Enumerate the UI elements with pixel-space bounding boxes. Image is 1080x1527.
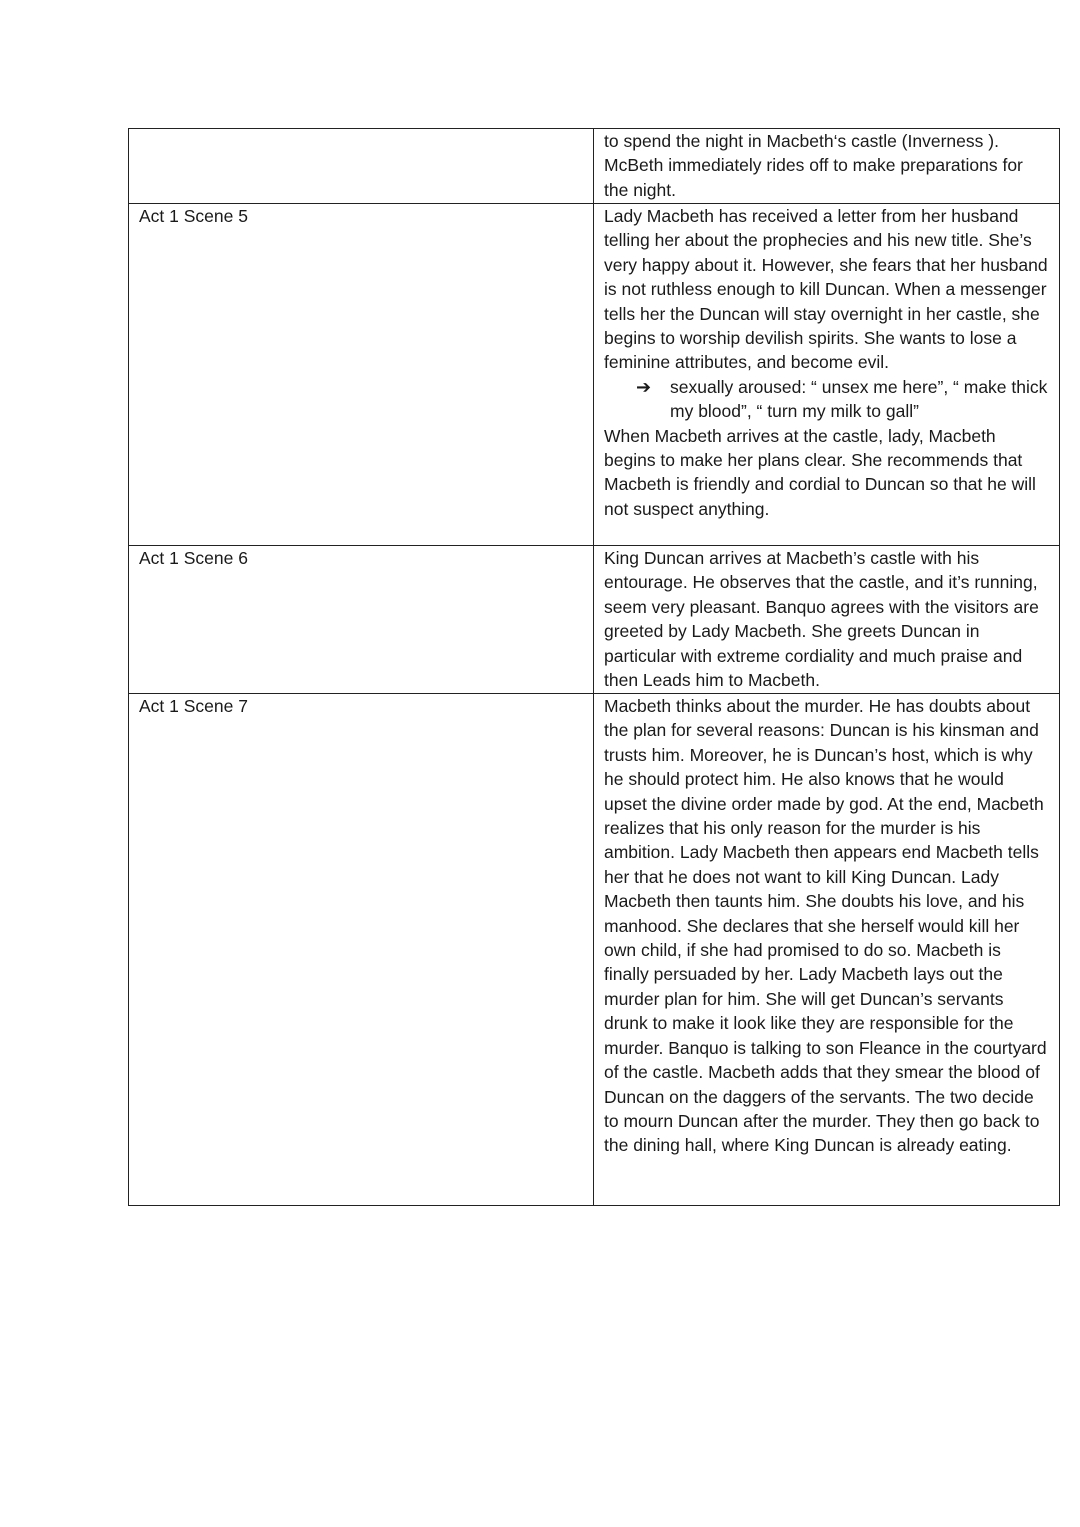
- scene-cell: [129, 129, 594, 204]
- scene-label: Act 1 Scene 5: [139, 206, 248, 226]
- summary-cell: [594, 129, 1060, 204]
- summary-text: Lady Macbeth has received a letter from her husband telling her about the prophecies and his new title. She’s very happy about it. However, she fears that her husband is not ruthless enough to kill Duncan. When a messenger tells her the Duncan will stay overnight in her castle, she begins to worship devilish spirits. She wants to lose a feminine attributes, and become evil.: [604, 206, 1048, 373]
- table-row: [129, 694, 1060, 1206]
- right-arrow-icon: ➔: [636, 376, 652, 397]
- summary-text: King Duncan arrives at Macbeth’s castle with his entourage. He observes that the castle, and it’s running, seem very pleasant. Banquo agrees with the visitors are greeted by Lady Macbeth. She greets Duncan in particular with extreme cordiality and much praise and then Leads him to Macbeth.: [604, 548, 1039, 691]
- table-row: [129, 129, 1060, 204]
- summary-text: Macbeth thinks about the murder. He has doubts about the plan for several reasons: Duncan is his kinsman and trusts him. Moreover, he is Duncan’s host, which is why he should protect him. He also knows that he would upset the divine order made by god. At the end, Macbeth realizes that his only reason for the murder is his ambition. Lady Macbeth then appears end Macbeth tells her that he does not want to kill King Duncan. Lady Macbeth then taunts him. She doubts his love, and his manhood. She declares that she herself would kill her own child, if she had promised to do so. Macbeth is finally persuaded by her. Lady Macbeth lays out the murder plan for him. She will get Duncan’s servants drunk to make it look like they are responsible for the murder. Banquo is talking to son Fleance in the courtyard of the castle. Macbeth adds that they smear the blood of Duncan on the daggers of the servants. The two decide to mourn Duncan after the murder. They then go back to the dining hall, where King Duncan is already eating.: [604, 696, 1047, 1156]
- table-row: [129, 546, 1060, 694]
- scene-cell: [129, 204, 594, 546]
- bullet-item: [604, 375, 1049, 424]
- table-row: [129, 204, 1060, 546]
- scene-cell: [129, 546, 594, 694]
- scene-label: Act 1 Scene 7: [139, 696, 248, 716]
- summary-cell: [594, 204, 1060, 546]
- bullet-text: sexually aroused: “ unsex me here”, “ make thick my blood”, “ turn my milk to gall”: [670, 376, 1048, 422]
- scene-cell: [129, 694, 594, 1206]
- summary-cell: [594, 694, 1060, 1206]
- summary-cell: [594, 546, 1060, 694]
- summary-text: When Macbeth arrives at the castle, lady, Macbeth begins to make her plans clear. She recommends that Macbeth is friendly and cordial to Duncan so that he will not suspect anything.: [604, 425, 1036, 519]
- summary-text: to spend the night in Macbeth‘s castle (Inverness ). McBeth immediately rides off to make preparations for the night.: [604, 131, 1023, 200]
- scene-label: Act 1 Scene 6: [139, 548, 248, 568]
- scene-summary-table: [128, 128, 1060, 1206]
